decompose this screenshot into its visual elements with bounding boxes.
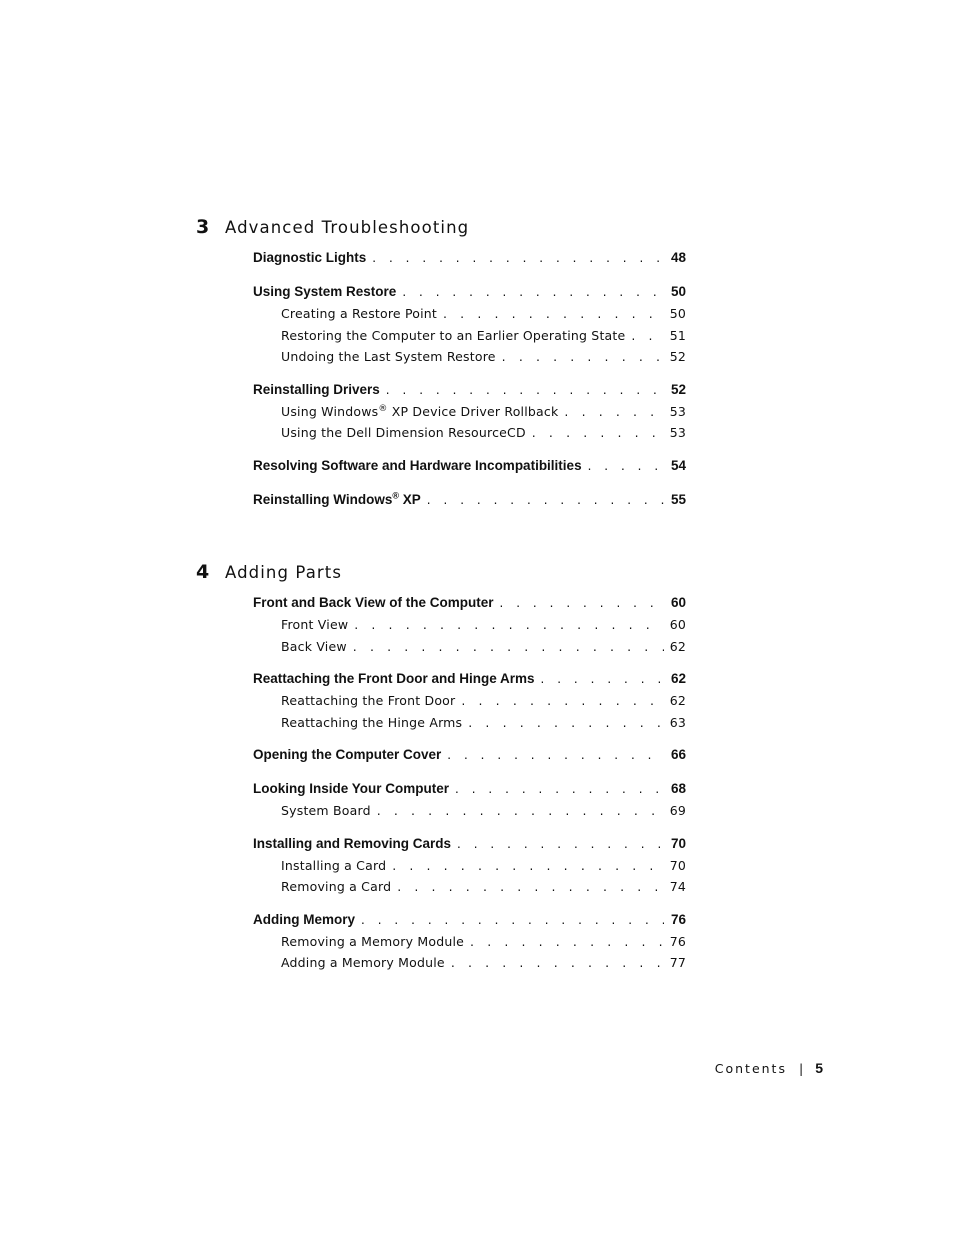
toc-subentry[interactable] [196,858,686,880]
entry-title [281,803,371,818]
entry-title [253,284,396,299]
entry-title [281,934,464,949]
entry-title [281,328,625,343]
entry-page-number: 66 [670,747,686,762]
dot-leader [354,617,663,632]
toc-subentry[interactable] [196,404,686,426]
entry-title-text: Reattaching the Hinge Arms [281,714,463,730]
entry-title [281,955,445,970]
dot-leader [470,934,664,949]
entry-page-number: 76 [670,911,686,927]
chapter-entries [196,250,686,514]
entry-page-number: 51 [669,327,686,343]
entry-title [253,492,421,507]
entry-title [281,617,348,632]
dot-leader [631,328,663,343]
entry-page-number: 77 [669,955,686,970]
entry-title-text: Looking Inside Your Computer [253,781,450,796]
entry-title-suffix: XP Device Driver Rollback [387,403,559,419]
entry-page-number: 62 [670,671,686,686]
entry-page-number: 55 [670,491,686,507]
entry-title [253,595,494,610]
dot-leader [541,671,664,686]
toc-entry[interactable] [196,747,686,769]
entry-title-text: Front and Back View of the Computer [253,595,494,610]
dot-leader [532,425,664,440]
entry-title-text: Reinstalling Drivers [253,381,380,397]
entry-page-number: 74 [669,879,686,894]
entry-page-number: 62 [669,693,686,708]
toc-subentry[interactable] [196,955,686,977]
entry-title-text: Installing a Card [281,857,387,873]
dot-leader [386,382,664,397]
entry-title-text: Using Windows [281,403,379,419]
chapter-heading [196,561,686,589]
entry-title [281,349,496,364]
chapter-entries [196,595,686,977]
entry-title-text: System Board [281,803,371,818]
toc-subentry[interactable] [196,328,686,350]
toc-entry[interactable] [196,284,686,306]
registered-mark: ® [392,491,400,500]
entry-page-number: 63 [669,714,686,730]
dot-leader [457,836,664,851]
toc-entry[interactable] [196,382,686,404]
dot-leader [402,284,664,299]
toc-entry[interactable] [196,671,686,693]
entry-page-number: 70 [669,857,686,873]
toc-subentry[interactable] [196,803,686,825]
chapter-3 [196,216,686,514]
dot-leader [502,349,664,364]
entry-title [253,250,366,265]
entry-title-text: Reinstalling Windows [253,491,393,507]
entry-title-text: Removing a Card [281,879,392,894]
toc-entry[interactable] [196,595,686,617]
toc-subentry[interactable] [196,617,686,639]
dot-leader [468,715,663,730]
toc-entry[interactable] [196,836,686,858]
entry-title-text: Undoing the Last System Restore [281,349,496,364]
chapter-number: 4 [196,561,210,583]
dot-leader [500,595,664,610]
entry-title [253,836,451,851]
entry-title [253,912,355,927]
dot-leader [377,803,664,818]
dot-leader [443,306,664,321]
entry-title [253,781,449,796]
entry-title [253,382,380,397]
entry-title [281,879,391,894]
dot-leader [461,693,663,708]
toc-subentry[interactable] [196,306,686,328]
entry-title [253,671,535,686]
entry-page-number: 52 [669,349,686,364]
entry-title-text: Reattaching the Front Door [281,693,456,708]
dot-leader [588,458,664,473]
entry-title-text: Installing and Removing Cards [253,835,452,851]
footer-label: Contents [714,1061,787,1076]
toc-entry[interactable] [196,458,686,480]
dot-leader [427,492,664,507]
entry-title-text: Adding Memory [253,911,356,927]
entry-title [253,458,582,473]
dot-leader [564,404,663,419]
dot-leader [447,747,664,762]
toc-subentry[interactable] [196,425,686,447]
toc-entry[interactable] [196,492,686,514]
entry-page-number: 76 [669,933,686,949]
entry-title-text: Reattaching the Front Door and Hinge Arms [253,671,535,686]
page-number: 5 [815,1060,823,1076]
chapter-heading [196,216,686,244]
entry-page-number: 54 [670,457,686,473]
page-footer [715,1060,823,1076]
dot-leader [392,858,663,873]
entry-page-number: 69 [669,803,686,818]
entry-title-text: Front View [281,617,349,632]
dot-leader [397,879,663,894]
toc-subentry[interactable] [196,934,686,956]
toc-subentry[interactable] [196,879,686,901]
entry-title-text: Removing a Memory Module [281,933,465,949]
entry-title-suffix: XP [399,491,421,507]
entry-title-text: Resolving Software and Hardware Incompatibilities [253,457,582,473]
chapter-4 [196,561,686,977]
entry-title [253,747,441,762]
entry-title-text: Adding a Memory Module [281,955,445,970]
entry-page-number: 53 [669,425,686,440]
entry-title-text: Opening the Computer Cover [253,747,442,762]
entry-page-number: 48 [670,250,686,265]
entry-title-text: Using the Dell Dimension ResourceCD [281,425,526,440]
entry-title [281,404,558,419]
entry-title [281,639,347,654]
toc-entry[interactable] [196,250,686,272]
toc-subentry[interactable] [196,715,686,737]
registered-mark: ® [378,403,388,414]
dot-leader [353,639,664,654]
entry-title-text: Back View [281,638,347,654]
dot-leader [372,250,664,265]
entry-title [281,858,386,873]
entry-title [281,425,526,440]
dot-leader [361,912,664,927]
toc-entry[interactable] [196,912,686,934]
entry-page-number: 60 [670,595,686,610]
entry-title [281,715,462,730]
toc-entry[interactable] [196,781,686,803]
entry-title-text: Diagnostic Lights [253,250,367,265]
entry-title [281,693,455,708]
entry-title [281,306,437,321]
entry-page-number: 68 [670,781,686,796]
entry-page-number: 60 [669,617,686,632]
toc-subentry[interactable] [196,639,686,661]
toc-subentry[interactable] [196,349,686,371]
chapter-number: 3 [196,216,210,238]
entry-page-number: 50 [670,284,686,299]
toc-subentry[interactable] [196,693,686,715]
entry-title-text: Restoring the Computer to an Earlier Operating State [281,327,626,343]
entry-page-number: 62 [669,638,686,654]
dot-leader [455,781,664,796]
entry-page-number: 53 [669,403,686,419]
footer-separator: | [798,1061,804,1076]
entry-page-number: 50 [669,306,686,321]
chapter-title: Advanced Troubleshooting [225,218,470,237]
chapter-title: Adding Parts [225,563,343,582]
entry-title-text: Using System Restore [253,284,397,299]
dot-leader [451,955,664,970]
entry-title-text: Creating a Restore Point [281,306,438,321]
entry-page-number: 70 [670,835,686,851]
entry-page-number: 52 [670,381,686,397]
